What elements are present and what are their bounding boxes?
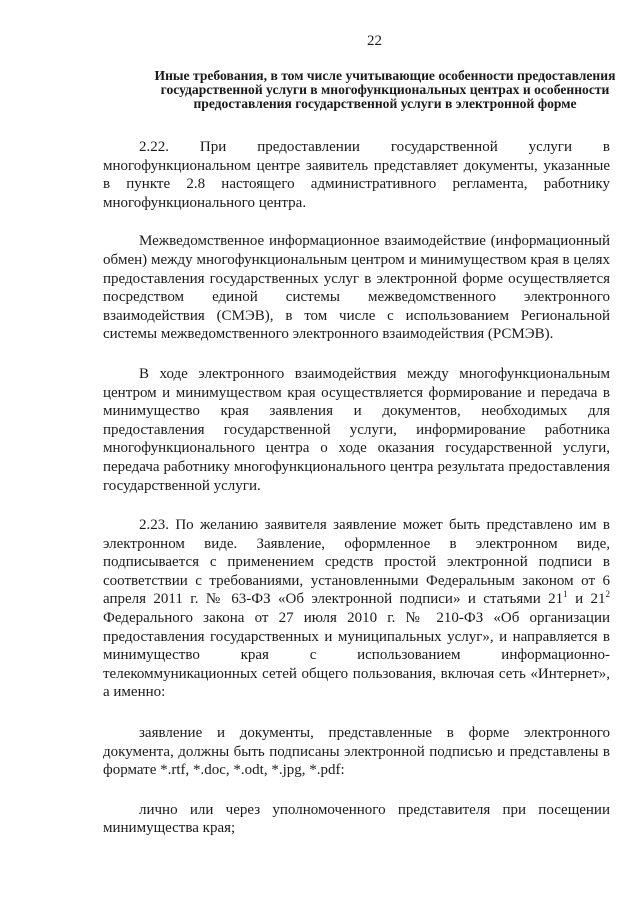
paragraph-interaction: Межведомственное информационное взаимодействие (информационный обмен) между многофункциональным центром и минимуществом края в целях предоставления государственных услуг в электронной форме осуществляется посредством единой системы межведомственного электронного взаимодействия (СМЭВ), в том числе с использованием Региональной системы межведомственного электронного взаимодействия (РСМЭВ).	[103, 233, 610, 343]
paragraph-electronic-interaction: В ходе электронного взаимодействия между многофункциональным центром и минимуществом края осуществляется формирование и передача в минимущество края заявления и документов, необходимых для предоставления государственной услуги, информирование работника многофункционального центра о ходе оказания государственной услуги, передача работнику многофункционального центра результата предоставления государственной услуги.	[103, 365, 610, 494]
superscript-1: 1	[563, 589, 568, 600]
superscript-2: 2	[605, 589, 610, 600]
document-body	[103, 138, 610, 856]
paragraph-documents-format: заявление и документы, представленные в форме электронного документа, должны быть подписаны электронной подписью и представлены в формате *.rtf, *.doc, *.odt, *.jpg, *.pdf:	[103, 725, 610, 779]
paragraph-2-23	[103, 516, 610, 702]
paragraph-2-23-text-3: Федерального закона от 27 июля 2010 г. № 210-ФЗ «Об организации предоставления государственных и муниципальных услуг», и направляется в минимущество края с использованием информационно-телекоммуникационных сетей общего пользования, включая сеть «Интернет», а именно:	[103, 610, 610, 701]
paragraph-2-23-text-1: 2.23. По желанию заявителя заявление может быть представлено им в электронном виде. Заявление, оформленное в электронном виде, подписывается с применением средств простой электронной подписи в соответствии с требованиями, установленными Федеральным законом от 6 апреля 2011 г. № 63-ФЗ «Об электронной подписи» и статьями 21	[103, 517, 610, 608]
paragraph-2-22: 2.22. При предоставлении государственной услуги в многофункциональном центре заявитель представляет документы, указанные в пункте 2.8 настоящего административного регламента, работнику многофункционального центра.	[103, 139, 610, 211]
section-heading: Иные требования, в том числе учитывающие особенности предоставления государственной услуги в многофункциональных центрах и особенности предоставления государственной услуги в электронной форме	[154, 68, 616, 111]
page-number: 22	[367, 33, 382, 49]
paragraph-2-23-text-2: и 21	[567, 591, 606, 608]
paragraph-in-person: лично или через уполномоченного представителя при посещении минимущества края;	[103, 801, 610, 837]
